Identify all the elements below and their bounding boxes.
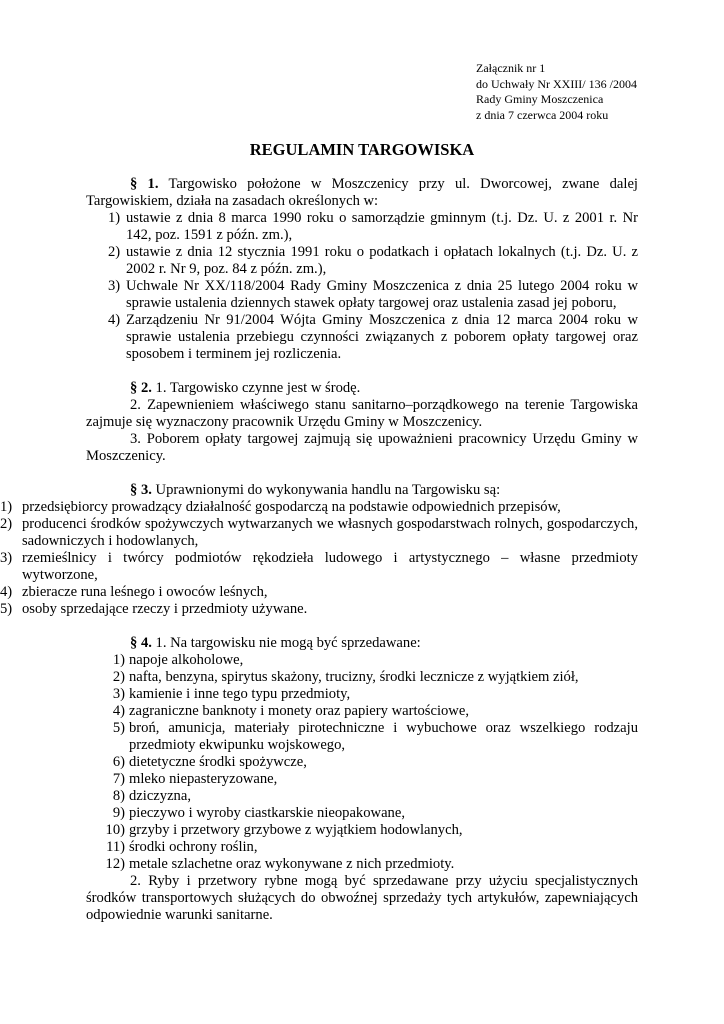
item-number: 4)	[112, 703, 125, 719]
item-text: grzyby i przetwory grzybowe z wyjątkiem hodowlanych,	[129, 822, 463, 838]
item-number: 3)	[112, 686, 125, 702]
list-item	[86, 822, 638, 839]
item-number: 3)	[108, 278, 121, 294]
section-2-p2: 2. Zapewnieniem właściwego stanu sanitarno–porządkowego na terenie Targowiska zajmuje się wyznaczony pracownik Urzędu Gminy w Moszczenicy.	[86, 397, 638, 430]
item-text: Zarządzeniu Nr 91/2004 Wójta Gminy Moszczenica z dnia 12 marca 2004 roku w sprawie ustalenia przebiegu czynności związanych z poborem opłaty targowej oraz sposobem i terminem jej rozliczenia.	[126, 312, 638, 362]
item-number: 10)	[105, 822, 125, 838]
section-3-list	[0, 499, 638, 618]
item-text: dziczyzna,	[129, 788, 191, 804]
list-item	[86, 754, 638, 771]
list-item	[86, 839, 638, 856]
section-1-intro	[86, 176, 638, 210]
item-text: ustawie z dnia 8 marca 1990 roku o samorządzie gminnym (t.j. Dz. U. z 2001 r. Nr 142, poz. 1591 z późn. zm.),	[126, 210, 638, 243]
section-2-p3: 3. Poborem opłaty targowej zajmują się upoważnieni pracownicy Urzędu Gminy w Moszczenicy.	[86, 431, 638, 464]
item-number: 6)	[112, 754, 125, 770]
item-number: 8)	[112, 788, 125, 804]
section-4-intro	[86, 635, 638, 652]
item-text: pieczywo i wyroby ciastkarskie nieopakowane,	[129, 805, 405, 821]
list-item	[0, 499, 638, 516]
item-text: producenci środków spożywczych wytwarzanych we własnych gospodarstwach rolnych, gospodarczych, sadowniczych i hodowlanych,	[22, 516, 638, 549]
item-number: 4)	[108, 312, 121, 328]
section-text: Targowisko położone w Moszczenicy przy ul. Dworcowej, zwane dalej Targowiskiem, działa na zasadach określonych w:	[86, 176, 638, 209]
item-text: mleko niepasteryzowane,	[129, 771, 278, 787]
section-2-p1	[86, 380, 638, 397]
attachment-line: Załącznik nr 1	[476, 61, 546, 75]
section-text: Uprawnionymi do wykonywania handlu na Targowisku są:	[155, 482, 501, 498]
item-number: 2)	[0, 516, 13, 532]
item-number: 7)	[112, 771, 125, 787]
attachment-note	[476, 61, 637, 123]
list-item	[86, 312, 638, 363]
item-number: 1)	[0, 499, 13, 515]
item-text: przedsiębiorcy prowadzący działalność gospodarczą na podstawie odpowiednich przepisów,	[22, 499, 561, 515]
list-item	[86, 771, 638, 788]
document-title: REGULAMIN TARGOWISKA	[249, 140, 475, 159]
item-text: ustawie z dnia 12 stycznia 1991 roku o podatkach i opłatach lokalnych (t.j. Dz. U. z 2002 r. Nr 9, poz. 84 z późn. zm.),	[126, 244, 638, 277]
list-item	[86, 278, 638, 312]
list-item	[0, 601, 638, 618]
item-text: napoje alkoholowe,	[129, 652, 244, 668]
item-number: 1)	[108, 210, 121, 226]
item-text: nafta, benzyna, spirytus skażony, trucizny, środki lecznicze z wyjątkiem ziół,	[129, 669, 579, 685]
item-text: kamienie i inne tego typu przedmioty,	[129, 686, 351, 702]
section-4-list	[86, 652, 638, 873]
section-3-intro	[86, 482, 638, 499]
attachment-line: do Uchwały Nr XXIII/ 136 /2004	[476, 76, 637, 91]
list-item	[86, 788, 638, 805]
attachment-line: z dnia 7 czerwca 2004 roku	[476, 107, 609, 122]
item-text: osoby sprzedające rzeczy i przedmioty używane.	[22, 601, 308, 617]
list-item	[86, 686, 638, 703]
list-item	[86, 210, 638, 244]
section-1-list	[86, 210, 638, 363]
item-number: 4)	[0, 584, 13, 600]
item-number: 3)	[0, 550, 13, 566]
section-4-p2: 2. Ryby i przetwory rybne mogą być sprzedawane przy użyciu specjalistycznych środków transportowych służących do obwoźnej sprzedaży tych artykułów, zapewniających odpowiednie warunki sanitarne.	[86, 873, 638, 923]
section-mark: § 4.	[130, 635, 152, 651]
item-number: 5)	[112, 720, 125, 736]
item-text: broń, amunicja, materiały pirotechniczne i wybuchowe oraz wszelkiego rodzaju przedmioty ekwipunku wojskowego,	[129, 720, 638, 753]
section-mark: § 2.	[130, 380, 152, 396]
item-text: rzemieślnicy i twórcy podmiotów rękodzieła ludowego i artystycznego – własne przedmioty wytworzone,	[22, 550, 638, 583]
list-item	[86, 703, 638, 720]
item-text: środki ochrony roślin,	[129, 839, 258, 855]
section-text: 1. Na targowisku nie mogą być sprzedawane:	[155, 635, 421, 651]
list-item	[86, 805, 638, 822]
item-text: zagraniczne banknoty i monety oraz papiery wartościowe,	[129, 703, 469, 719]
attachment-line: Rady Gminy Moszczenica	[476, 92, 604, 106]
list-item	[86, 856, 638, 873]
list-item	[0, 584, 638, 601]
section-text: 1. Targowisko czynne jest w środę.	[155, 380, 361, 396]
item-number: 2)	[108, 244, 121, 260]
item-number: 12)	[105, 856, 125, 872]
list-item	[86, 669, 638, 686]
list-item	[0, 550, 638, 584]
item-text: dietetyczne środki spożywcze,	[129, 754, 307, 770]
item-number: 11)	[106, 839, 125, 855]
item-number: 2)	[112, 669, 125, 685]
item-number: 5)	[0, 601, 13, 617]
document-body	[0, 176, 638, 924]
item-number: 9)	[112, 805, 125, 821]
item-text: zbieracze runa leśnego i owoców leśnych,	[22, 584, 268, 600]
item-text: metale szlachetne oraz wykonywane z nich przedmioty.	[129, 856, 455, 872]
list-item	[86, 720, 638, 754]
list-item	[86, 244, 638, 278]
item-number: 1)	[112, 652, 125, 668]
section-mark: § 3.	[130, 482, 152, 498]
list-item	[0, 516, 638, 550]
list-item	[86, 652, 638, 669]
section-mark: § 1.	[130, 176, 159, 192]
item-text: Uchwale Nr XX/118/2004 Rady Gminy Moszczenica z dnia 25 lutego 2004 roku w sprawie ustalenia dziennych stawek opłaty targowej oraz ustalenia zasad jej poboru,	[126, 278, 638, 311]
